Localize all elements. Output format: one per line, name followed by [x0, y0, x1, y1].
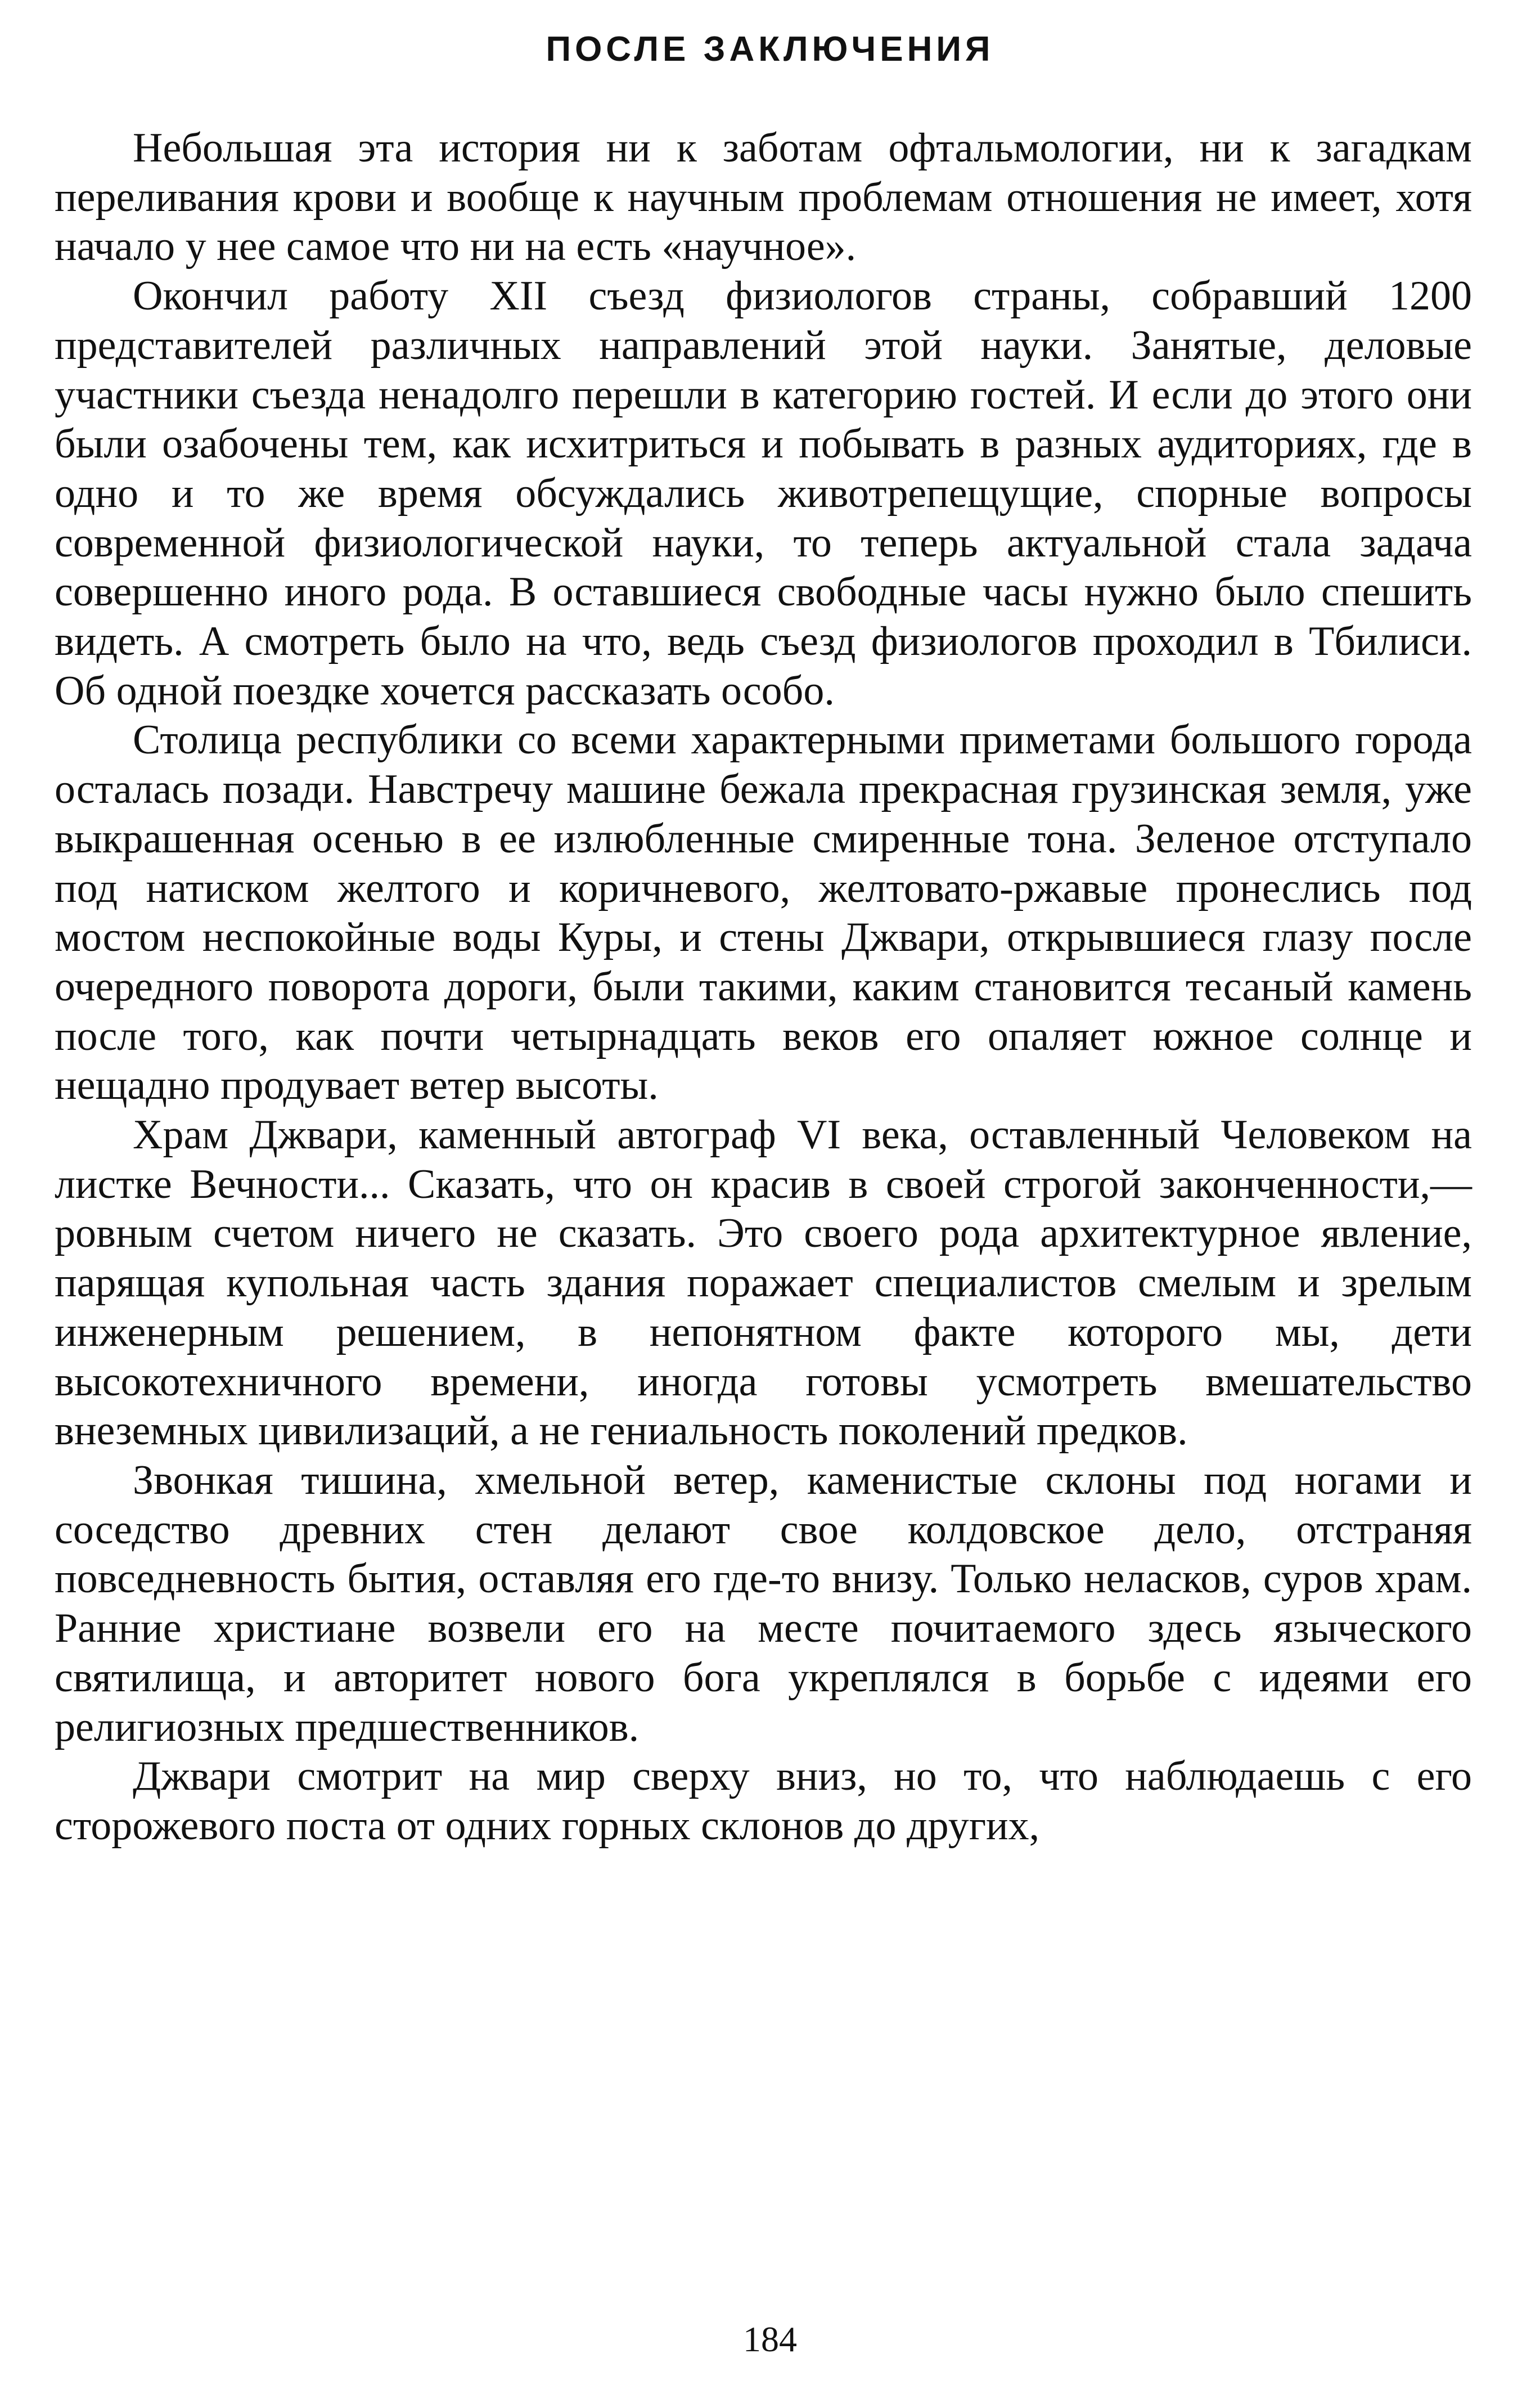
paragraph: Окончил работу XII съезд физиологов страны, собравший 1200 представителей различных направлений этой науки. Занятые, деловые участники съезда ненадолго перешли в категорию гостей. И если до этого они были озабочены тем, как исхитриться и побывать в разных аудиториях, где в одно и то же время обсуждались животрепещущие, спорные вопросы современной физиологической науки, то теперь актуальной стала задача совершенно иного рода. В оставшиеся свободные часы нужно было спешить видеть. А смотреть было на что, ведь съезд физиологов проходил в Тбилиси. Об одной поездке хочется рассказать особо.	[55, 273, 1472, 714]
paragraph: Храм Джвари, каменный автограф VI века, оставленный Человеком на листке Вечности... Сказать, что он красив в своей строгой законченности,— ровным счетом ничего не сказать. Это своего рода архитектурное явление, парящая купольная часть здания поражает специалистов смелым и зрелым инженерным решением, в непонятном факте которого мы, дети высокотехничного времени, иногда готовы усмотреть вмешательство внеземных цивилизаций, а не гениальность поколений предков.	[55, 1112, 1472, 1454]
paragraph: Джвари смотрит на мир сверху вниз, но то, что наблюдаешь с его сторожевого поста от одних горных склонов до других,	[55, 1753, 1472, 1849]
page-number: 184	[743, 2319, 797, 2359]
body-text	[55, 124, 1472, 1851]
paragraph: Небольшая эта история ни к заботам офтальмологии, ни к загадкам переливания крови и вообще к научным проблемам отношения не имеет, хотя начало у нее самое что ни на есть «научное».	[55, 125, 1472, 270]
paragraph: Звонкая тишина, хмельной ветер, каменистые склоны под ногами и соседство древних стен делают свое колдовское дело, отстраняя повседневность бытия, оставляя его где-то внизу. Только неласков, суров храм. Ранние христиане возвели его на месте почитаемого здесь языческого святилища, и авторитет нового бога укреплялся в борьбе с идеями его религиозных предшественников.	[55, 1457, 1472, 1750]
chapter-heading: ПОСЛЕ ЗАКЛЮЧЕНИЯ	[546, 30, 994, 69]
paragraph: Столица республики со всеми характерными приметами большого города осталась позади. Навстречу машине бежала прекрасная грузинская земля, уже выкрашенная осенью в ее излюбленные смиренные тона. Зеленое отступало под натиском желтого и коричневого, желтовато-ржавые пронеслись под мостом неспокойные воды Куры, и стены Джвари, открывшиеся глазу после очередного поворота дороги, были такими, каким становится тесаный камень после того, как почти четырнадцать веков его опаляет южное солнце и нещадно продувает ветер высоты.	[55, 717, 1472, 1109]
